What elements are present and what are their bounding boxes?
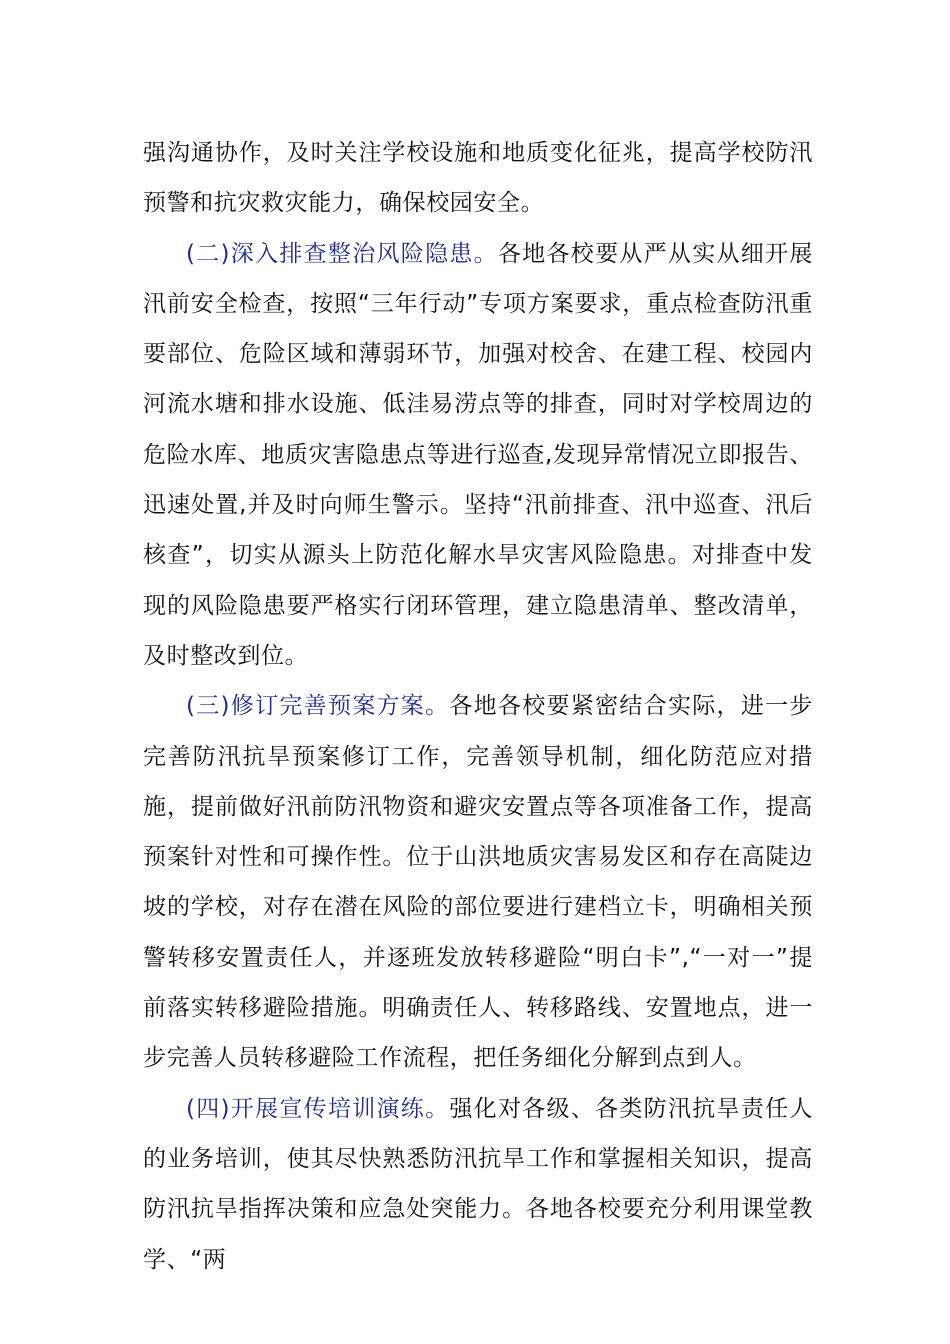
section-heading: (四)开展宣传培训演练。 xyxy=(186,1095,450,1122)
section-heading: (二)深入排查整治风险隐患。 xyxy=(186,240,498,267)
document-body xyxy=(143,128,813,1285)
section-heading: (三)修订完善预案方案。 xyxy=(186,693,450,720)
paragraph-text: 强化对各级、各类防汛抗旱责任人的业务培训，使其尽快熟悉防汛抗旱工作和掌握相关知识，提高防汛抗旱指挥决策和应急处突能力。各地各校要充分利用课堂教学、“两 xyxy=(143,1095,813,1273)
paragraph-section-4 xyxy=(143,1084,813,1285)
paragraph-text: 各地各校要从严从实从细开展汛前安全检查，按照“三年行动”专项方案要求，重点检查防汛重要部位、危险区域和薄弱环节，加强对校舍、在建工程、校园内河流水塘和排水设施、低洼易涝点等的排查，同时对学校周边的危险水库、地质灾害隐患点等进行巡查,发现异常情况立即报告、迅速处置,并及时向师生警示。坚持“汛前排查、汛中巡查、汛后核查”，切实从源头上防范化解水旱灾害风险隐患。对排查中发现的风险隐患要严格实行闭环管理，建立隐患清单、整改清单，及时整改到位。 xyxy=(143,240,813,669)
paragraph-section-3 xyxy=(143,681,813,1083)
paragraph-continuation xyxy=(143,128,813,229)
paragraph-text: 各地各校要紧密结合实际，进一步完善防汛抗旱预案修订工作，完善领导机制，细化防范应对措施，提前做好汛前防汛物资和避灾安置点等各项准备工作，提高预案针对性和可操作性。位于山洪地质灾害易发区和存在高陡边坡的学校，对存在潜在风险的部位要进行建档立卡，明确相关预警转移安置责任人，并逐班发放转移避险“明白卡”,“一对一”提前落实转移避险措施。明确责任人、转移路线、安置地点，进一步完善人员转移避险工作流程，把任务细化分解到点到人。 xyxy=(143,693,813,1072)
paragraph-section-2 xyxy=(143,229,813,682)
paragraph-text: 强沟通协作，及时关注学校设施和地质变化征兆，提高学校防汛预警和抗灾救灾能力，确保校园安全。 xyxy=(143,140,813,217)
